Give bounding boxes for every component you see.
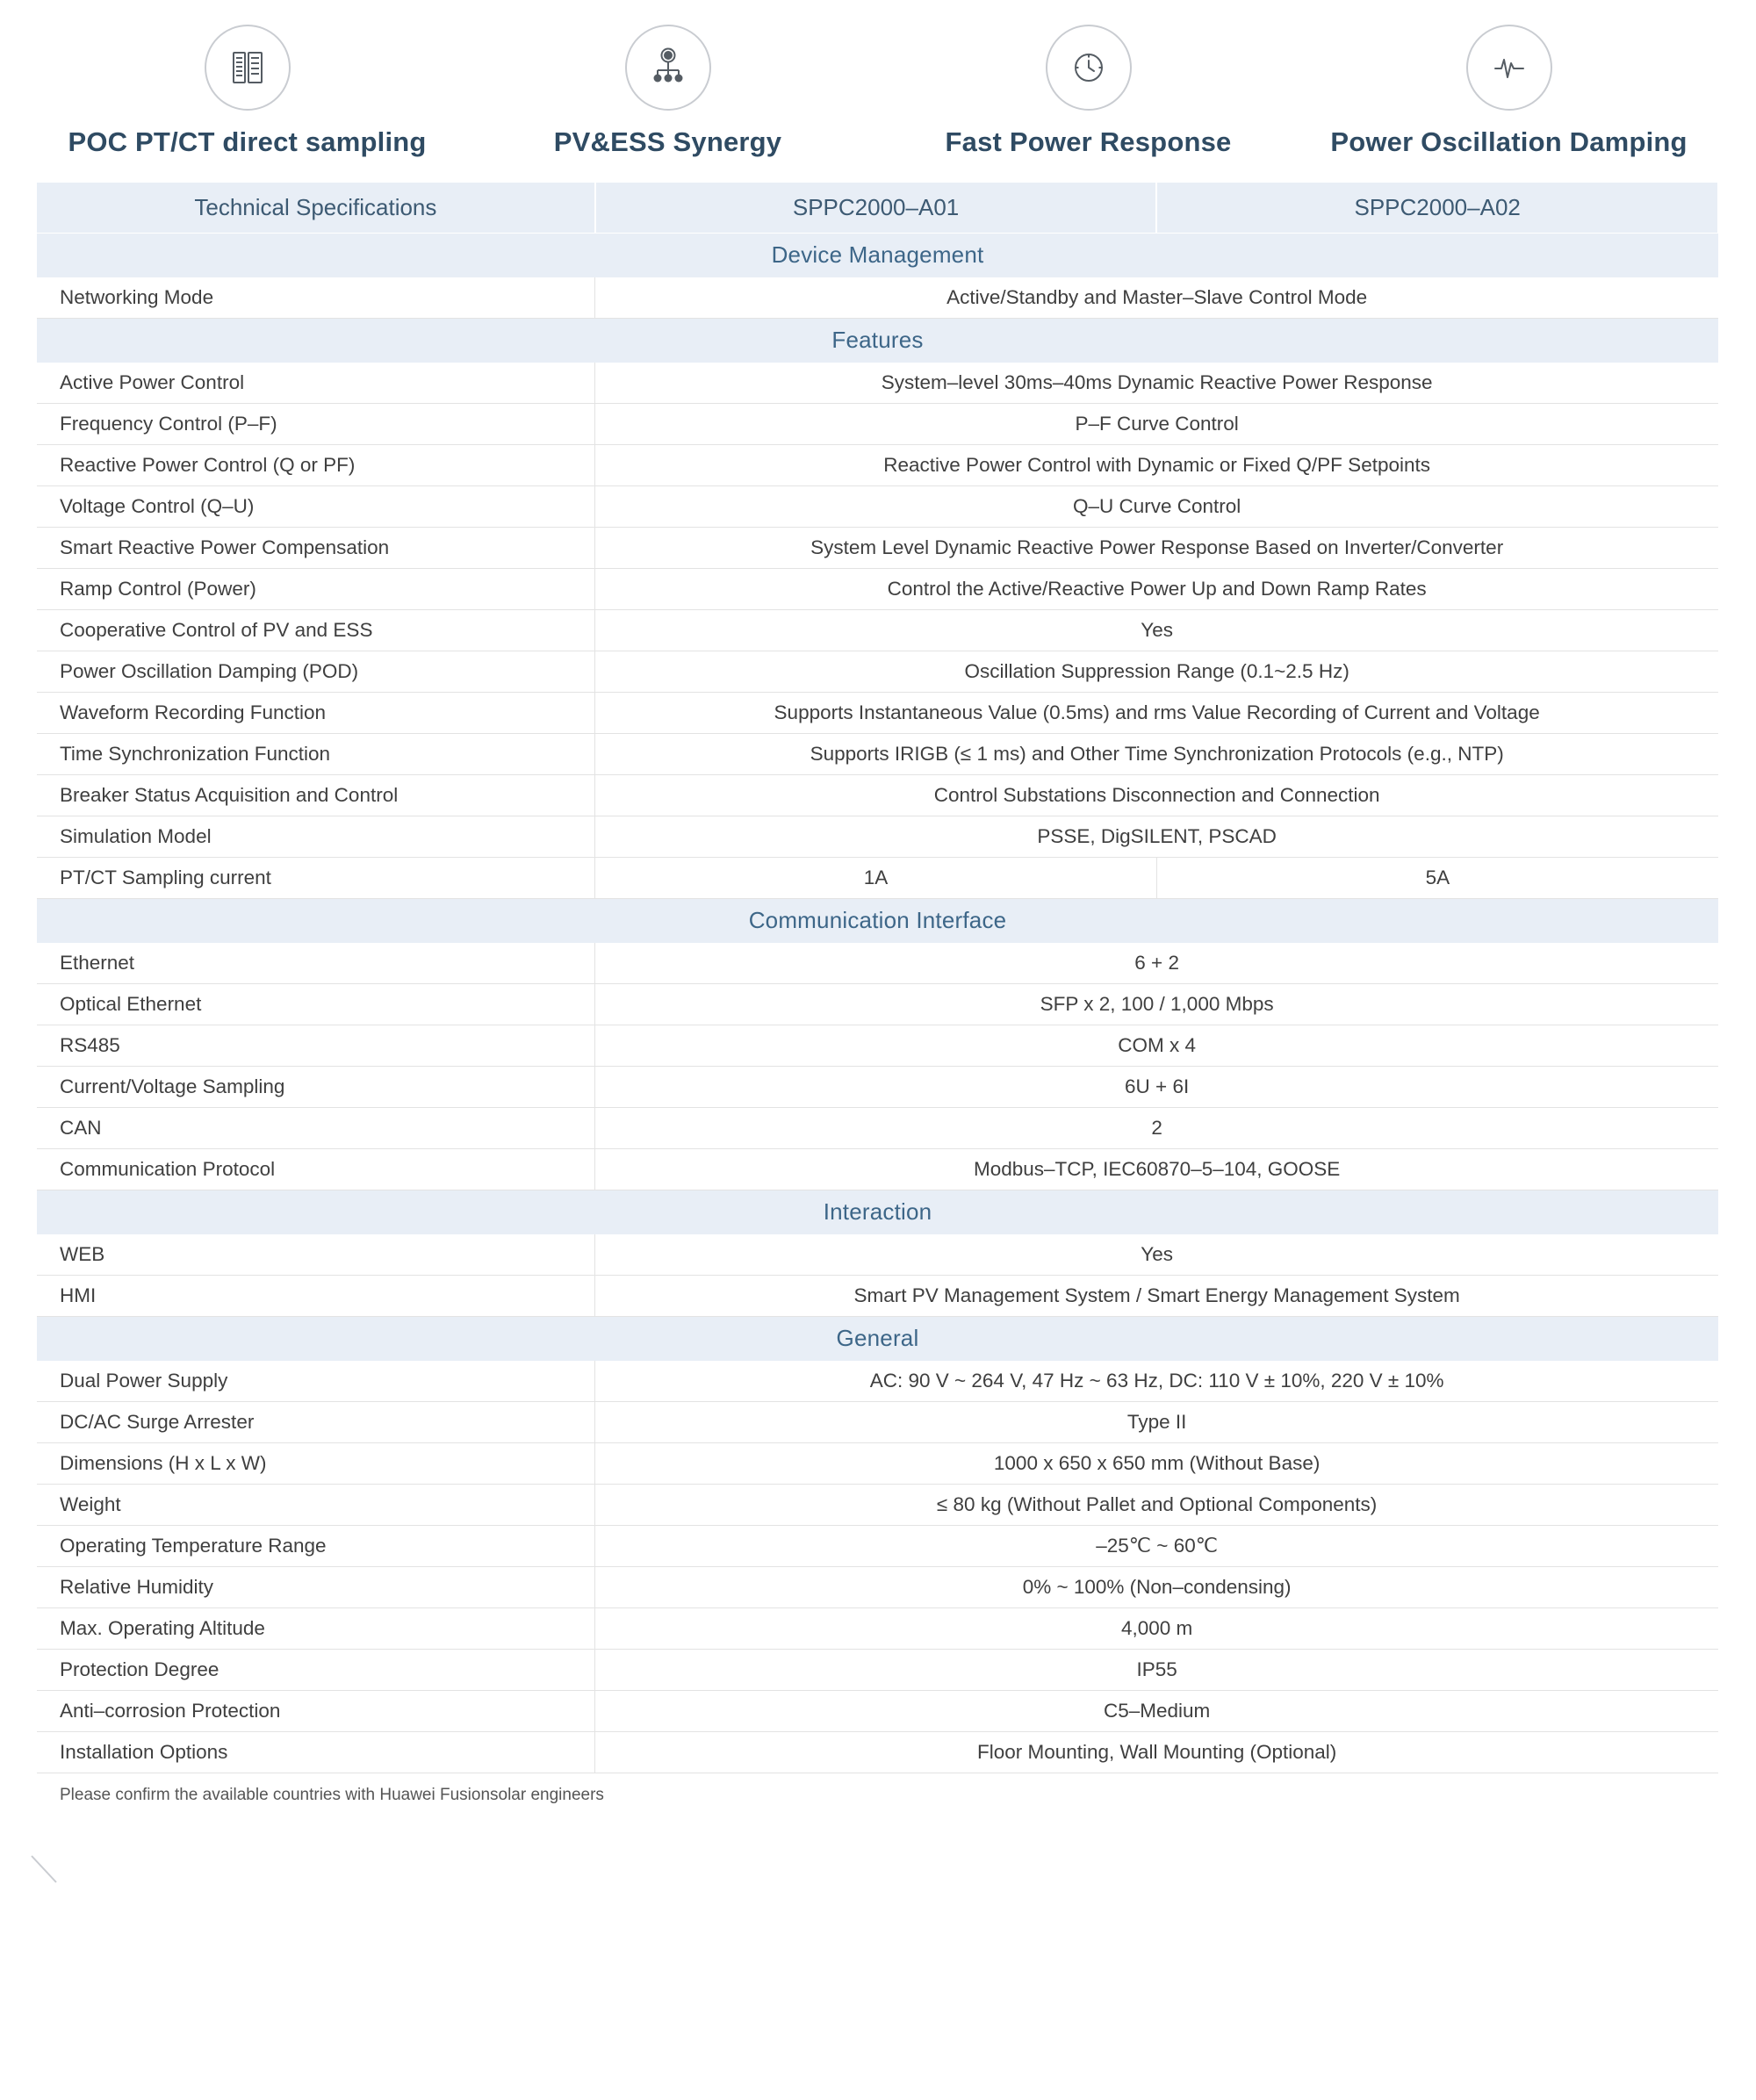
row-label: Communication Protocol [37,1149,595,1190]
feature-poc-pt-ct-sampling [37,25,457,160]
row-label: Cooperative Control of PV and ESS [37,610,595,651]
table-row [37,1485,1718,1526]
row-value: COM x 4 [595,1025,1718,1067]
row-label: Frequency Control (P–F) [37,404,595,445]
row-label: Active Power Control [37,363,595,404]
table-row [37,610,1718,651]
table-row [37,1691,1718,1732]
row-value: Oscillation Suppression Range (0.1~2.5 Hz) [595,651,1718,693]
header-model-a01: SPPC2000–A01 [595,183,1157,234]
table-row [37,1608,1718,1650]
poc-pt-ct-sampling-icon [205,25,291,111]
section-header-general [37,1317,1718,1361]
table-row [37,404,1718,445]
row-value: 2 [595,1108,1718,1149]
row-value: Smart PV Management System / Smart Energy Management System [595,1276,1718,1317]
row-value: 4,000 m [595,1608,1718,1650]
table-row [37,1361,1718,1402]
section-title: Interaction [37,1190,1718,1234]
row-value-a01: 1A [595,858,1157,899]
row-label: Current/Voltage Sampling [37,1067,595,1108]
table-row [37,528,1718,569]
row-value-a02: 5A [1156,858,1718,899]
fast-power-response-icon [1046,25,1132,111]
table-row [37,1526,1718,1567]
row-label: Max. Operating Altitude [37,1608,595,1650]
table-row [37,1650,1718,1691]
row-label: Relative Humidity [37,1567,595,1608]
table-row [37,1025,1718,1067]
features-strip [37,0,1719,176]
table-row [37,775,1718,816]
row-label: Installation Options [37,1732,595,1773]
table-row [37,693,1718,734]
row-label: CAN [37,1108,595,1149]
row-label: Weight [37,1485,595,1526]
table-row [37,1402,1718,1443]
table-header-row [37,183,1718,234]
row-value: PSSE, DigSILENT, PSCAD [595,816,1718,858]
row-label: HMI [37,1276,595,1317]
row-value: 6U + 6I [595,1067,1718,1108]
row-label: Simulation Model [37,816,595,858]
row-value: Type II [595,1402,1718,1443]
row-label: Waveform Recording Function [37,693,595,734]
section-title: Features [37,319,1718,363]
row-value: Supports IRIGB (≤ 1 ms) and Other Time Synchronization Protocols (e.g., NTP) [595,734,1718,775]
row-label: Reactive Power Control (Q or PF) [37,445,595,486]
row-label: Breaker Status Acquisition and Control [37,775,595,816]
feature-label: Fast Power Response [945,126,1232,157]
row-value: Control the Active/Reactive Power Up and Down Ramp Rates [595,569,1718,610]
row-value: IP55 [595,1650,1718,1691]
feature-label: Power Oscillation Damping [1330,126,1688,157]
table-row [37,569,1718,610]
row-label: Ethernet [37,943,595,984]
row-label: Protection Degree [37,1650,595,1691]
row-label: DC/AC Surge Arrester [37,1402,595,1443]
row-value: Floor Mounting, Wall Mounting (Optional) [595,1732,1718,1773]
row-value: C5–Medium [595,1691,1718,1732]
row-value: Reactive Power Control with Dynamic or Fixed Q/PF Setpoints [595,445,1718,486]
row-value: Q–U Curve Control [595,486,1718,528]
row-value: System–level 30ms–40ms Dynamic Reactive Power Response [595,363,1718,404]
row-label: Anti–corrosion Protection [37,1691,595,1732]
footnote: Please confirm the available countries with Huawei Fusionsolar engineers [60,1786,604,1805]
row-label: WEB [37,1234,595,1276]
table-row [37,1108,1718,1149]
header-specifications: Technical Specifications [37,183,595,234]
row-label: Operating Temperature Range [37,1526,595,1567]
table-row [37,858,1718,899]
row-value: Yes [595,610,1718,651]
technical-specifications-table [37,183,1719,1774]
feature-label: PV&ESS Synergy [553,126,782,157]
table-row [37,445,1718,486]
table-row [37,1732,1718,1773]
feature-label: POC PT/CT direct sampling [68,126,427,157]
row-value: Control Substations Disconnection and Connection [595,775,1718,816]
row-label: PT/CT Sampling current [37,858,595,899]
row-label: Dimensions (H x L x W) [37,1443,595,1485]
row-value: Supports Instantaneous Value (0.5ms) and rms Value Recording of Current and Voltage [595,693,1718,734]
section-title: General [37,1317,1718,1361]
table-row [37,943,1718,984]
table-row [37,1443,1718,1485]
table-row [37,816,1718,858]
stray-pen-mark [30,1854,61,1886]
row-value: ≤ 80 kg (Without Pallet and Optional Components) [595,1485,1718,1526]
row-label: Smart Reactive Power Compensation [37,528,595,569]
section-header-communication-interface [37,899,1718,943]
row-label: Voltage Control (Q–U) [37,486,595,528]
table-row [37,1149,1718,1190]
row-label: Dual Power Supply [37,1361,595,1402]
table-row [37,486,1718,528]
row-value: 6 + 2 [595,943,1718,984]
row-label: RS485 [37,1025,595,1067]
power-oscillation-damping-icon [1466,25,1552,111]
row-label: Power Oscillation Damping (POD) [37,651,595,693]
row-label: Networking Mode [37,277,595,319]
feature-power-oscillation-damping [1299,25,1719,160]
table-row [37,277,1718,319]
table-row [37,1567,1718,1608]
row-value: SFP x 2, 100 / 1,000 Mbps [595,984,1718,1025]
row-value: 0% ~ 100% (Non–condensing) [595,1567,1718,1608]
row-value: –25℃ ~ 60℃ [595,1526,1718,1567]
table-row [37,984,1718,1025]
row-label: Ramp Control (Power) [37,569,595,610]
section-title: Communication Interface [37,899,1718,943]
feature-fast-power-response [878,25,1299,160]
row-value: AC: 90 V ~ 264 V, 47 Hz ~ 63 Hz, DC: 110 V ± 10%, 220 V ± 10% [595,1361,1718,1402]
section-title: Device Management [37,234,1718,277]
pv-ess-synergy-icon [625,25,711,111]
section-header-features [37,319,1718,363]
row-value: System Level Dynamic Reactive Power Response Based on Inverter/Converter [595,528,1718,569]
feature-pv-ess-synergy [457,25,878,160]
row-value: Yes [595,1234,1718,1276]
table-row [37,1067,1718,1108]
section-header-device-management [37,234,1718,277]
table-row [37,1276,1718,1317]
table-row [37,651,1718,693]
row-label: Time Synchronization Function [37,734,595,775]
header-model-a02: SPPC2000–A02 [1156,183,1718,234]
table-row [37,363,1718,404]
row-value: P–F Curve Control [595,404,1718,445]
row-value: Modbus–TCP, IEC60870–5–104, GOOSE [595,1149,1718,1190]
row-value: Active/Standby and Master–Slave Control Mode [595,277,1718,319]
table-row [37,1234,1718,1276]
row-label: Optical Ethernet [37,984,595,1025]
section-header-interaction [37,1190,1718,1234]
table-row [37,734,1718,775]
row-value: 1000 x 650 x 650 mm (Without Base) [595,1443,1718,1485]
